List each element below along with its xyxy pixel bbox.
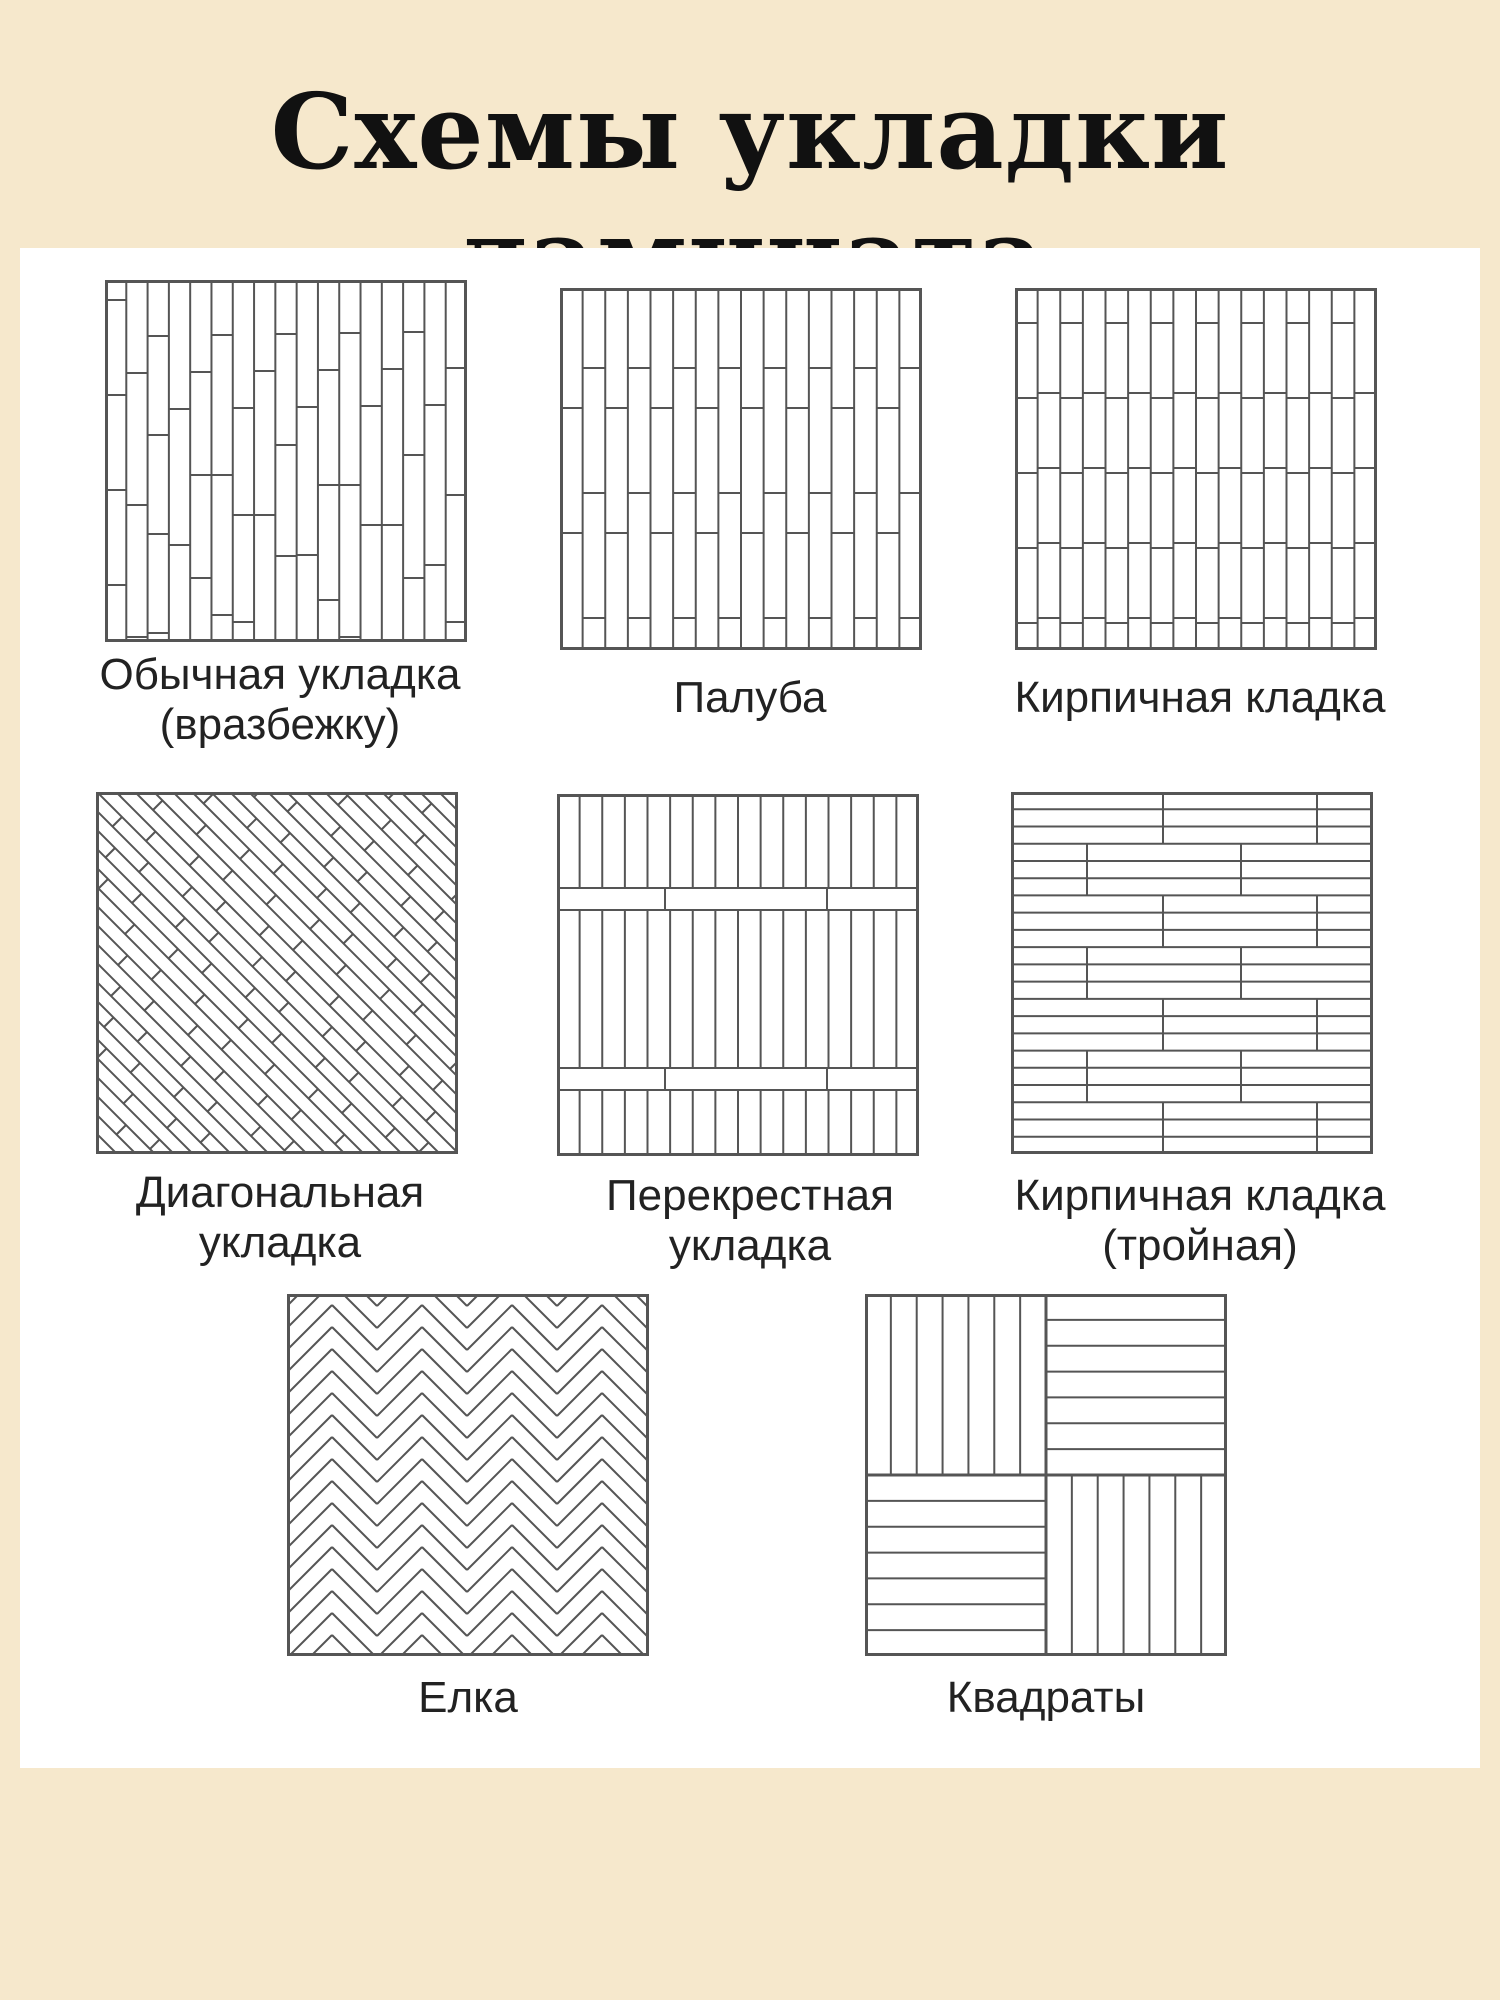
caption-diagonal-line2: укладка (198, 1218, 362, 1267)
caption-triple-brick (960, 1171, 1440, 1271)
staggered-pattern-diagram (105, 280, 467, 642)
caption-brick-line1: Кирпичная кладка (1014, 673, 1386, 722)
caption-brick (960, 673, 1440, 723)
scheme-herringbone (287, 1294, 649, 1656)
caption-staggered-line2: (вразбежку) (159, 700, 401, 749)
caption-herringbone-line1: Елка (418, 1673, 518, 1722)
scheme-squares (865, 1294, 1227, 1656)
scheme-deck (560, 288, 922, 650)
squares-pattern-diagram (865, 1294, 1227, 1656)
caption-diagonal (60, 1168, 500, 1268)
caption-squares-line1: Квадраты (946, 1673, 1146, 1722)
caption-deck (520, 673, 980, 723)
diagonal-pattern-diagram (96, 792, 458, 1154)
caption-diagonal-line1: Диагональная (135, 1168, 425, 1217)
scheme-triple-brick (1011, 792, 1373, 1154)
caption-triple-brick-line2: (тройная) (1102, 1221, 1298, 1270)
caption-triple-brick-line1: Кирпичная кладка (1014, 1171, 1386, 1220)
caption-cross (520, 1171, 980, 1271)
caption-cross-line2: укладка (668, 1221, 832, 1270)
deck-pattern-diagram (560, 288, 922, 650)
scheme-cross (557, 794, 919, 1156)
scheme-brick (1015, 288, 1377, 650)
herringbone-pattern-diagram (287, 1294, 649, 1656)
page-title: Схемы укладки (270, 70, 1230, 193)
schemes-panel (20, 248, 1480, 1768)
caption-cross-line1: Перекрестная (606, 1171, 894, 1220)
triple-brick-pattern-diagram (1011, 792, 1373, 1154)
brick-pattern-diagram (1015, 288, 1377, 650)
scheme-diagonal (96, 792, 458, 1154)
caption-deck-line1: Палуба (673, 673, 827, 722)
caption-squares (826, 1673, 1266, 1723)
cross-pattern-diagram (557, 794, 919, 1156)
caption-staggered-line1: Обычная укладка (99, 650, 461, 699)
scheme-staggered (105, 280, 467, 642)
caption-staggered (50, 650, 510, 750)
caption-herringbone (248, 1673, 688, 1723)
